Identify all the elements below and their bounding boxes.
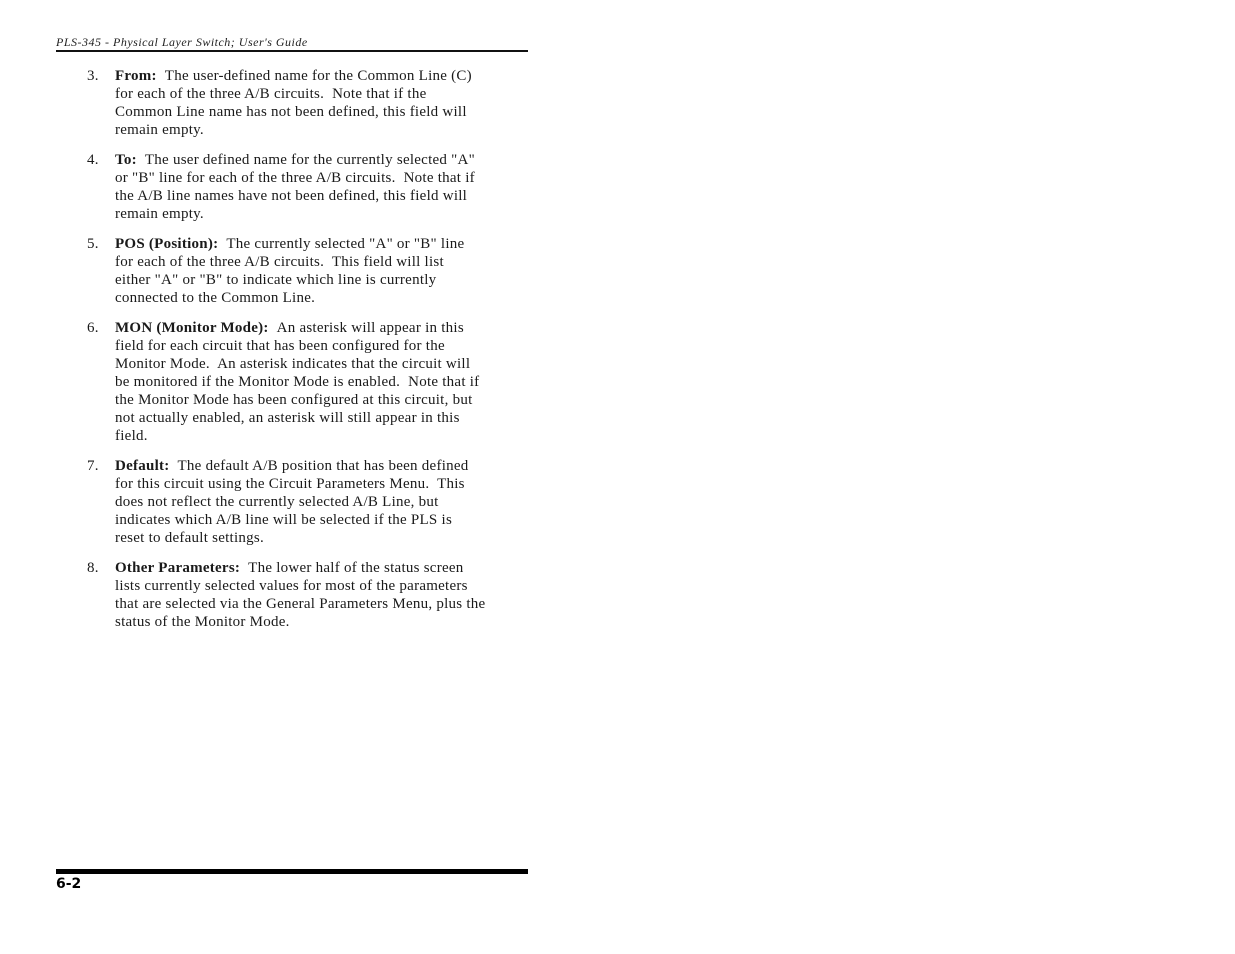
item-text: the A/B line names have not been defined, this field will	[115, 188, 468, 204]
item-text: The default A/B position that has been defined	[177, 458, 469, 474]
item-line	[115, 355, 530, 373]
item-line	[115, 187, 530, 205]
item-line	[115, 289, 530, 307]
item-line	[115, 595, 530, 613]
item-number: 6.	[87, 320, 99, 336]
item-text: The currently selected "A" or "B" line	[226, 236, 465, 252]
item-line	[115, 253, 530, 271]
item-text: Common Line name has not been defined, this field will	[115, 104, 467, 120]
item-line	[115, 613, 530, 631]
item-line	[115, 67, 530, 85]
list-item	[56, 151, 530, 223]
item-line	[115, 169, 530, 187]
item-line	[115, 559, 530, 577]
item-term: POS (Position):	[115, 236, 219, 252]
item-text: The user defined name for the currently selected "A"	[144, 152, 475, 168]
list-item	[56, 67, 530, 139]
item-line	[115, 391, 530, 409]
item-text: connected to the Common Line.	[115, 290, 316, 306]
item-text: remain empty.	[115, 122, 204, 138]
item-line	[115, 121, 530, 139]
item-text: for each of the three A/B circuits. This field will list	[115, 254, 444, 270]
item-line	[115, 577, 530, 595]
item-number: 4.	[87, 152, 99, 168]
header-rule	[56, 50, 528, 52]
item-text: Monitor Mode. An asterisk indicates that the circuit will	[115, 356, 471, 372]
item-text: be monitored if the Monitor Mode is enabled. Note that if	[115, 374, 480, 390]
item-number: 7.	[87, 458, 99, 474]
item-line	[115, 151, 530, 169]
item-line	[115, 235, 530, 253]
item-text: indicates which A/B line will be selected if the PLS is	[115, 512, 453, 528]
item-number: 3.	[87, 68, 99, 84]
item-term: Other Parameters:	[115, 560, 241, 576]
item-text: reset to default settings.	[115, 530, 264, 546]
item-term: Default:	[115, 458, 170, 474]
list-item	[56, 559, 530, 631]
list-item	[56, 319, 530, 445]
item-text: field.	[115, 428, 148, 444]
item-line	[115, 457, 530, 475]
item-text: that are selected via the General Parameters Menu, plus the	[115, 596, 486, 612]
item-line	[115, 511, 530, 529]
item-term: From:	[115, 68, 157, 84]
item-number: 5.	[87, 236, 99, 252]
item-term: MON (Monitor Mode):	[115, 320, 269, 336]
item-text: or "B" line for each of the three A/B circuits. Note that if	[115, 170, 475, 186]
item-line	[115, 271, 530, 289]
item-text: for each of the three A/B circuits. Note that if the	[115, 86, 427, 102]
list-item	[56, 235, 530, 307]
item-line	[115, 529, 530, 547]
item-text: for this circuit using the Circuit Parameters Menu. This	[115, 476, 465, 492]
item-line	[115, 493, 530, 511]
item-text: either "A" or "B" to indicate which line is currently	[115, 272, 437, 288]
item-line	[115, 205, 530, 223]
item-text: status of the Monitor Mode.	[115, 614, 290, 630]
item-text: the Monitor Mode has been configured at this circuit, but	[115, 392, 473, 408]
item-text: The user-defined name for the Common Line (C)	[164, 68, 472, 84]
item-text: remain empty.	[115, 206, 204, 222]
item-line	[115, 409, 530, 427]
item-term: To:	[115, 152, 137, 168]
item-line	[115, 337, 530, 355]
item-line	[115, 475, 530, 493]
running-header: PLS-345 - Physical Layer Switch; User's Guide	[56, 35, 308, 49]
item-line	[115, 373, 530, 391]
item-text: An asterisk will appear in this	[276, 320, 464, 336]
parameter-list	[56, 67, 530, 643]
item-line	[115, 319, 530, 337]
item-text: The lower half of the status screen	[248, 560, 464, 576]
item-number: 8.	[87, 560, 99, 576]
item-text: does not reflect the currently selected A/B Line, but	[115, 494, 439, 510]
item-text: not actually enabled, an asterisk will still appear in this	[115, 410, 460, 426]
list-item	[56, 457, 530, 547]
item-text: field for each circuit that has been configured for the	[115, 338, 445, 354]
item-line	[115, 103, 530, 121]
item-line	[115, 85, 530, 103]
item-line	[115, 427, 530, 445]
item-text: lists currently selected values for most of the parameters	[115, 578, 468, 594]
footer-rule	[56, 869, 528, 874]
page-number: 6-2	[56, 876, 82, 892]
